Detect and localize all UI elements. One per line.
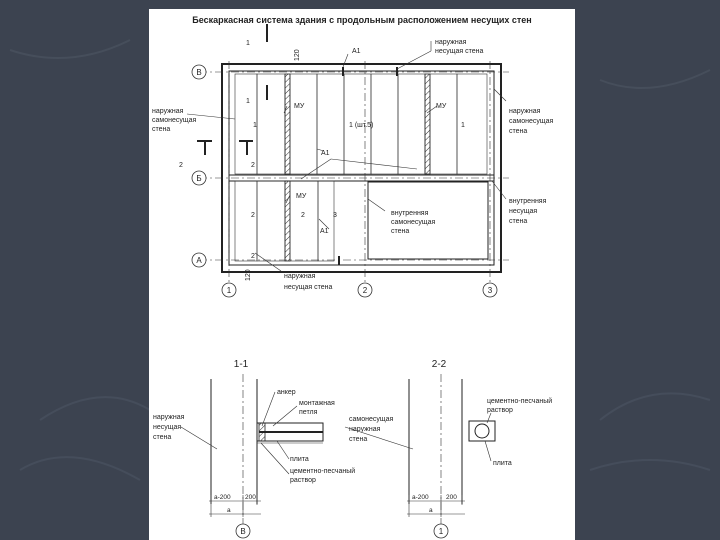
axis-label-2: 2 bbox=[362, 286, 368, 295]
s2-dim-a200: a-200 bbox=[412, 494, 429, 501]
label-inner-self-3: стена bbox=[391, 228, 410, 235]
axis-label-v: В bbox=[196, 68, 202, 77]
s2-label-self-3: стена bbox=[349, 436, 368, 443]
label-outer-self-right-2: самонесущая bbox=[509, 118, 554, 125]
label-slab-3: 3 bbox=[333, 212, 337, 219]
outer-wall bbox=[222, 64, 501, 272]
diagram-title: Бескаркасная система здания с продольным расположением несущих стен bbox=[192, 15, 532, 25]
s1-label-outer-2: несущая bbox=[153, 424, 182, 431]
label-outer-self-left-2: самонесущая bbox=[152, 117, 197, 124]
s1-label-mortar-2: раствор bbox=[290, 477, 316, 484]
label-outer-self-left-3: стена bbox=[152, 126, 171, 133]
label-mu-2: МУ bbox=[436, 103, 447, 110]
label-outer-self-right-1: наружная bbox=[509, 108, 541, 115]
label-outer-bearing-top-1: наружная bbox=[435, 39, 467, 46]
s1-label-slab: плита bbox=[290, 456, 309, 463]
label-dim-120-bot: 120 bbox=[245, 269, 252, 281]
floor-plan bbox=[152, 24, 554, 297]
section-2-2 bbox=[345, 359, 552, 538]
s1-axis-label: В bbox=[240, 527, 246, 536]
label-cut-1-bot: 1 bbox=[246, 98, 250, 105]
s2-dim-a: a bbox=[429, 507, 433, 514]
s1-label-anchor: анкер bbox=[277, 389, 296, 396]
label-inner-self-1: внутренняя bbox=[391, 210, 429, 217]
section-1-1 bbox=[153, 359, 355, 538]
label-cut-2-left: 2 bbox=[179, 162, 183, 169]
s2-axis-label: 1 bbox=[438, 527, 444, 536]
label-outer-bearing-top-2: несущая стена bbox=[435, 48, 484, 55]
s1-label-mount-2: петля bbox=[299, 409, 318, 416]
label-inner-bearing-3: стена bbox=[509, 218, 528, 225]
s1-label-mortar-1: цементно-песчаный bbox=[290, 468, 356, 475]
lower-slabs bbox=[235, 181, 488, 261]
label-inner-bearing-2: несущая bbox=[509, 208, 538, 215]
label-slab-1-right: 1 bbox=[461, 122, 465, 129]
axis-label-1: 1 bbox=[226, 286, 232, 295]
s2-label-self-2: наружная bbox=[349, 426, 381, 433]
label-inner-self-2: самонесущая bbox=[391, 219, 436, 226]
s1-dim-a200: a-200 bbox=[214, 494, 231, 501]
label-a1-low: А1 bbox=[320, 228, 329, 235]
label-outer-bearing-bottom-1: наружная bbox=[284, 273, 316, 280]
s1-dim-200: 200 bbox=[245, 494, 256, 501]
label-cut-1-top: 1 bbox=[246, 40, 250, 47]
monolithic-section bbox=[285, 74, 290, 174]
section-1-1-title: 1-1 bbox=[233, 359, 249, 370]
label-a1-top: А1 bbox=[352, 48, 361, 55]
label-outer-self-left-1: наружная bbox=[152, 108, 184, 115]
drawing-sheet bbox=[149, 9, 575, 540]
s2-label-slab: плита bbox=[493, 460, 512, 467]
label-dim-120-top: 120 bbox=[294, 49, 301, 61]
s1-label-mount-1: монтажная bbox=[299, 400, 335, 407]
s2-label-self-1: самонесущая bbox=[349, 416, 394, 423]
label-inner-bearing-1: внутренняя bbox=[509, 198, 547, 205]
s1-label-outer-3: стена bbox=[153, 434, 172, 441]
s2-label-mortar-2: раствор bbox=[487, 407, 513, 414]
inner-outline bbox=[229, 71, 494, 265]
label-a1-mid: А1 bbox=[321, 150, 330, 157]
axis-label-b: Б bbox=[196, 174, 202, 183]
label-slab-2b: 2 bbox=[301, 212, 305, 219]
s1-label-outer-1: наружная bbox=[153, 414, 185, 421]
label-mu-1: МУ bbox=[294, 103, 305, 110]
label-mu-3: МУ bbox=[296, 193, 307, 200]
label-slab-2a: 2 bbox=[251, 212, 255, 219]
label-slab-2c: 2 bbox=[251, 253, 255, 260]
label-outer-self-right-3: стена bbox=[509, 128, 528, 135]
s1-dim-a: a bbox=[227, 507, 231, 514]
s2-label-mortar-1: цементно-песчаный bbox=[487, 398, 553, 405]
axis-label-3: 3 bbox=[487, 286, 493, 295]
label-slab-1-left: 1 bbox=[253, 122, 257, 129]
axis-label-a: А bbox=[196, 256, 202, 265]
label-outer-bearing-bottom-2: несущая стена bbox=[284, 284, 333, 291]
label-cut-2-right: 2 bbox=[251, 162, 255, 169]
label-slab-1-count: 1 (шт.5) bbox=[349, 122, 374, 129]
building-diagram bbox=[149, 9, 575, 540]
s2-dim-200: 200 bbox=[446, 494, 457, 501]
section-2-2-title: 2-2 bbox=[431, 359, 447, 370]
